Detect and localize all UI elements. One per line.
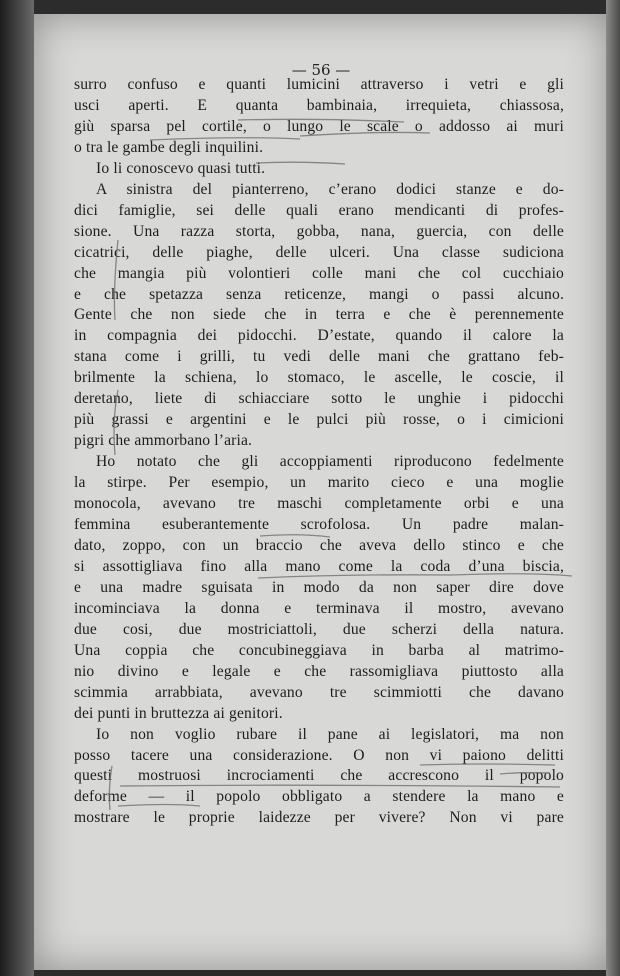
text-line: dei punti in bruttezza ai genitori.: [74, 704, 283, 722]
text-line: la stirpe. Per esempio, un marito cieco e una moglie: [74, 474, 564, 492]
text-line: deretano, liete di schiacciare sotto le unghie i pidocchi: [74, 390, 564, 408]
text-line: A sinistra del pianterreno, c’erano dodici stanze e do-: [96, 180, 564, 198]
text-line: si assottigliava fino alla mano come la coda d’una biscia,: [74, 557, 564, 575]
text-line: o tra le gambe degli inquilini.: [74, 138, 264, 156]
text-line: usci aperti. E quanta bambinaia, irrequieta, chiassosa,: [74, 96, 564, 114]
text-line: pigri che ammorbano l’aria.: [74, 432, 253, 450]
text-line: mostrare le proprie laidezze per vivere? Non vi pare: [74, 809, 564, 827]
text-line: Io non voglio rubare il pane ai legislatori, ma non: [96, 725, 564, 743]
text-line: surro confuso e quanti lumicini attraverso i vetri e gli: [74, 76, 564, 93]
text-line: giù sparsa pel cortile, o lungo le scale o addosso ai muri: [74, 117, 564, 135]
text-line: incominciava la donna e terminava il mostro, avevano: [74, 599, 564, 617]
text-line: due cosi, due mostriciattoli, due scherzi della natura.: [74, 620, 564, 638]
book-spine: [0, 0, 34, 976]
text-line: femmina esuberantemente scrofolosa. Un padre malan-: [74, 516, 564, 534]
text-line: in compagnia dei pidocchi. D’estate, quando il calore la: [74, 327, 564, 345]
text-line: cicatrici, delle piaghe, delle ulceri. Una classe sudiciona: [74, 243, 564, 261]
text-line: Ho notato che gli accoppiamenti riproducono fedelmente: [96, 453, 564, 471]
text-line: questi mostruosi incrociamenti che accrescono il popolo: [74, 767, 564, 785]
text-line: sione. Una razza storta, gobba, nana, guercia, con delle: [74, 222, 564, 240]
text-line: Gente che non siede che in terra e che è perennemente: [74, 306, 564, 324]
text-line: stana come i grilli, tu vedi delle mani che grattano feb-: [74, 348, 564, 366]
text-line: più grassi e argentini e le pulci più rosse, o i cimicioni: [74, 411, 564, 429]
text-line: e che spetazza senza reticenze, mangi o passi alcuno.: [74, 285, 564, 303]
text-line: monocola, avevano tre maschi completamente orbi e una: [74, 495, 564, 513]
text-line: nio divino e legale e che rassomigliava piuttosto alla: [74, 662, 564, 680]
text-line: Una coppia che concubineggiava in barba al matrimo-: [74, 641, 564, 659]
text-line: posso tacere una considerazione. O non vi paiono delitti: [74, 746, 564, 764]
page-number: — 56 —: [291, 61, 351, 79]
body-text: [74, 75, 564, 829]
text-line: e una madre sguisata in modo da non saper dire dove: [74, 578, 564, 596]
text-line: scimmia arrabbiata, avevano tre scimmiotti che davano: [74, 683, 564, 701]
text-line: dici famiglie, sei delle quali erano mendicanti di profes-: [74, 201, 564, 219]
page-edge: [606, 0, 620, 976]
text-line: Io li conoscevo quasi tutti.: [96, 159, 266, 177]
text-line: dato, zoppo, con un braccio che aveva dello stinco e che: [74, 536, 564, 554]
text-line: che mangia più volontieri colle mani che col cucchiaio: [74, 264, 564, 282]
text-line: deforme — il popolo obbligato a stendere la mano e: [74, 788, 564, 806]
text-line: brilmente la schiena, lo stomaco, le ascelle, le coscie, il: [74, 369, 564, 387]
